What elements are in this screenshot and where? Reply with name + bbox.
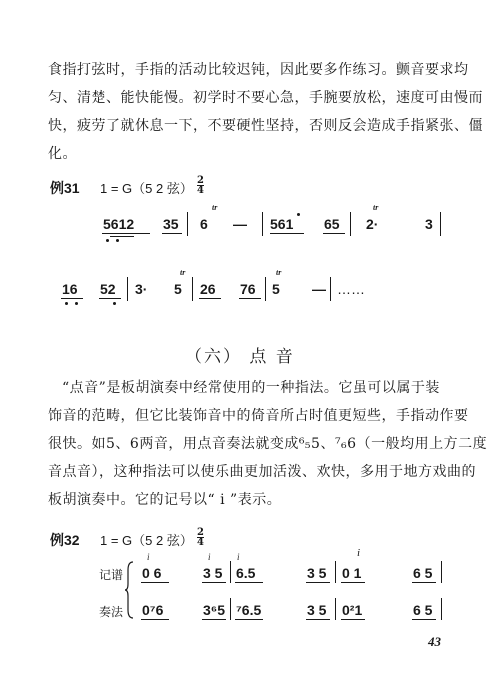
barline <box>230 561 231 583</box>
beam-line <box>202 619 226 620</box>
note-group: 3⁶5 <box>203 602 226 618</box>
system-bracket <box>125 560 135 620</box>
note-group: 35 <box>163 216 179 232</box>
intro-line-1: 食指打弦时，手指的活动比较迟钝，因此要多作练习。颤音要求均 <box>48 62 469 78</box>
barline <box>441 598 442 620</box>
row-label-notation: 记谱 <box>99 568 124 582</box>
sustain-dash: — <box>233 216 247 232</box>
note-group: ⁷6.5 <box>236 602 262 618</box>
beam-line <box>235 582 263 583</box>
example32-label: 例32 <box>50 532 80 548</box>
note-group: 5 <box>174 281 182 297</box>
ellipsis: …… <box>337 281 365 297</box>
note-group: 6 <box>200 216 208 232</box>
note-group: 16 <box>62 281 78 297</box>
note-group: 561 <box>270 216 294 232</box>
barline <box>230 598 231 620</box>
beam-line <box>202 582 226 583</box>
note-group: 3 <box>425 216 433 232</box>
beam-line <box>306 619 330 620</box>
note-group: 6.5 <box>236 565 256 581</box>
note-group: 3 5 <box>307 602 327 618</box>
page-number: 43 <box>428 634 441 649</box>
beam-line <box>341 619 365 620</box>
barline <box>335 561 336 583</box>
time-denominator: 4 <box>197 537 204 548</box>
sustain-dash: — <box>312 281 326 297</box>
beam-line <box>235 619 263 620</box>
beam-line <box>341 582 365 583</box>
note-group: 26 <box>200 281 216 297</box>
note-group: 3· <box>135 281 148 297</box>
time-numerator: 2 <box>197 175 204 186</box>
intro-line-4: 化。 <box>48 146 77 162</box>
note-group: 0 1 <box>342 565 362 581</box>
beam-line <box>412 582 436 583</box>
note-group: 0⁷6 <box>142 602 164 618</box>
body-line-3: 很快。如5、6两音，用点音奏法就变成⁶₅5、⁷₆6（一般均用上方二度 <box>48 436 488 452</box>
beam-line <box>412 619 436 620</box>
note-group: 0²1 <box>342 602 363 618</box>
note-group: 76 <box>240 281 256 297</box>
note-group: 0 6 <box>142 565 162 581</box>
note-group: 52 <box>100 281 116 297</box>
body-line-2: 饰音的范畴，但它比装饰音中的倚音所占时值更短些，手指动作要 <box>48 408 469 424</box>
note-group: 2· <box>366 216 379 232</box>
note-group: 3 5 <box>203 565 223 581</box>
body-line-5: 板胡演奏中。它的记号以“ i ”表示。 <box>48 492 282 508</box>
point-note-mark: i <box>208 552 211 562</box>
trill-mark: tr <box>180 268 186 277</box>
trill-mark: tr <box>276 268 282 277</box>
intro-line-3: 快，疲劳了就休息一下，不要硬性坚持，否则反会造成手指紧张、僵 <box>48 118 483 134</box>
note-group: 65 <box>324 216 340 232</box>
body-line-1: “点音”是板胡演奏中经常使用的一种指法。它虽可以属于装 <box>62 380 440 396</box>
beam-line <box>306 582 330 583</box>
note-group: 5 <box>272 281 280 297</box>
example32-key: 1 = G（5 2 弦） <box>100 533 193 548</box>
note-group: 3 5 <box>307 565 327 581</box>
time-numerator: 2 <box>197 527 204 538</box>
example31-key: 1 = G（5 2 弦） <box>100 181 193 196</box>
row-label-performance: 奏法 <box>99 605 124 619</box>
note-group: 6 5 <box>413 565 433 581</box>
beam-line <box>141 582 169 583</box>
point-note-mark: i <box>147 552 150 562</box>
point-note-mark: i <box>237 552 240 562</box>
note-group: 6 5 <box>413 602 433 618</box>
point-note-mark: i <box>357 547 361 559</box>
time-denominator: 4 <box>197 185 204 196</box>
section-heading: （六） 点 音 <box>185 347 295 367</box>
barline <box>441 561 442 583</box>
trill-mark: tr <box>373 203 379 212</box>
barline <box>335 598 336 620</box>
example31-label: 例31 <box>50 180 80 196</box>
beam-line <box>141 619 169 620</box>
intro-line-2: 匀、清楚、能快能慢。初学时不要心急，手腕要放松，速度可由慢而 <box>48 90 483 106</box>
note-group: 5612 <box>103 216 135 232</box>
trill-mark: tr <box>212 203 218 212</box>
body-line-4: 音点音），这种指法可以使乐曲更加活泼、欢快，多用于地方戏曲的 <box>48 464 476 480</box>
